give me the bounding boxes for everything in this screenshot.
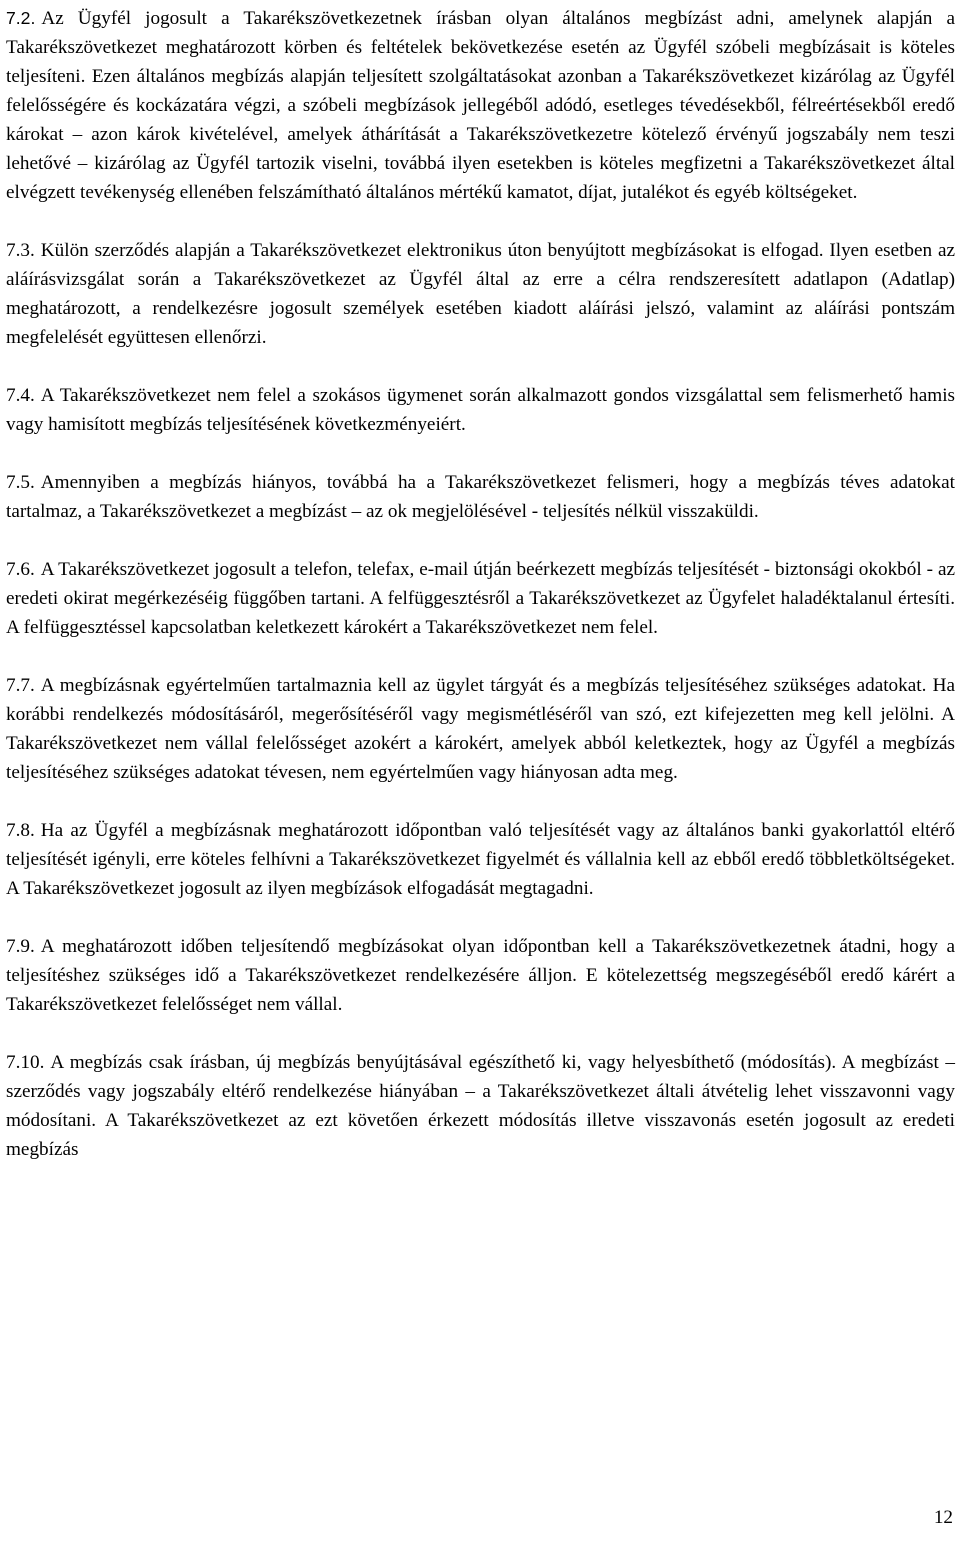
paragraph-number: 7.2. bbox=[6, 8, 36, 28]
paragraph-7-4 bbox=[6, 381, 955, 439]
paragraph-number: 7.8. bbox=[6, 820, 35, 841]
paragraph-number: 7.6. bbox=[6, 559, 35, 580]
paragraph-number: 7.9. bbox=[6, 936, 35, 957]
paragraph-text: Ha az Ügyfél a megbízásnak meghatározott időpontban való teljesítését vagy az általános banki gyakorlattól eltérő teljesítését igényli, erre köteles felhívni a Takarékszövetkezet figyelmét és vállalnia kell az ebből eredő többletköltségeket. A Takarékszövetkezet jogosult az ilyen megbízások elfogadását megtagadni. bbox=[6, 820, 955, 899]
paragraph-number: 7.5. bbox=[6, 472, 35, 493]
paragraph-number: 7.4. bbox=[6, 385, 35, 406]
paragraph-number: 7.7. bbox=[6, 675, 35, 696]
paragraph-7-9 bbox=[6, 932, 955, 1019]
paragraph-text: A Takarékszövetkezet jogosult a telefon, telefax, e-mail útján beérkezett megbízás teljesítését - biztonsági okokból - az eredeti okirat megérkezéséig függőben tartani. A felfüggesztésről a Takarékszövetkezet az Ügyfelet haladéktalanul értesíti. A felfüggesztéssel kapcsolatban keletkezett károkért a Takarékszövetkezet nem felel. bbox=[6, 559, 955, 638]
paragraph-text: A megbízásnak egyértelműen tartalmaznia kell az ügylet tárgyát és a megbízás teljesítéséhez szükséges adatokat. Ha korábbi rendelkezés módosításáról, megerősítéséről vagy megismétléséről van szó, ezt kifejezetten meg kell jelölni. A Takarékszövetkezet nem vállal felelősséget azokért a károkért, amelyek abból keletkeztek, hogy az Ügyfél a megbízás teljesítéséhez szükséges adatokat tévesen, nem egyértelműen vagy hiányosan adta meg. bbox=[6, 675, 955, 783]
paragraph-text: A megbízás csak írásban, új megbízás benyújtásával egészíthető ki, vagy helyesbíthető (módosítás). A megbízást – szerződés vagy jogszabály eltérő rendelkezése hiányában – a Takarékszövetkezet általi átvételig lehet visszavonni vagy módosítani. A Takarékszövetkezet az ezt követően érkezett módosítás illetve visszavonás esetén jogosult az eredeti megbízás bbox=[6, 1052, 955, 1160]
paragraph-text: Az Ügyfél jogosult a Takarékszövetkezetnek írásban olyan általános megbízást adni, amelynek alapján a Takarékszövetkezet meghatározott körben és feltételek bekövetkezése esetén az Ügyfél szóbeli megbízásait is köteles teljesíteni. Ezen általános megbízás alapján teljesített szolgáltatásokat azonban a Takarékszövetkezet kizárólag az Ügyfél felelősségére és kockázatára végzi, a szóbeli megbízások jellegéből adódó, esetleges tévedésekből, félreértésekből eredő károkat – azon károk kivételével, amelyek áthárítását a Takarékszövetkezetre kötelező érvényű jogszabály nem teszi lehetővé – kizárólag az Ügyfél tartozik viselni, továbbá ilyen esetekben is köteles megfizetni a Takarékszövetkezet által elvégzett tevékenység ellenében felszámítható általános mértékű kamatot, díjat, jutalékot és egyéb költségeket. bbox=[6, 8, 955, 203]
paragraph-7-3 bbox=[6, 236, 955, 352]
paragraph-text: Amennyiben a megbízás hiányos, továbbá ha a Takarékszövetkezet felismeri, hogy a megbízás téves adatokat tartalmaz, a Takarékszövetkezet a megbízást – az ok megjelölésével - teljesítés nélkül visszaküldi. bbox=[6, 472, 955, 522]
paragraph-number: 7.10. bbox=[6, 1052, 45, 1073]
paragraph-7-7 bbox=[6, 671, 955, 787]
paragraph-7-6 bbox=[6, 555, 955, 642]
page-number: 12 bbox=[933, 1507, 953, 1528]
paragraph-text: A meghatározott időben teljesítendő megbízásokat olyan időpontban kell a Takarékszövetkezetnek átadni, hogy a teljesítéshez szükséges idő a Takarékszövetkezet rendelkezésére álljon. E kötelezettség megszegéséből eredő kárért a Takarékszövetkezet felelősséget nem vállal. bbox=[6, 936, 955, 1015]
paragraph-text: Külön szerződés alapján a Takarékszövetkezet elektronikus úton benyújtott megbízásokat is elfogad. Ilyen esetben az aláírásvizsgálat során a Takarékszövetkezet az Ügyfél által az erre a célra rendszeresített adatlapon (Adatlap) meghatározott, a rendelkezésre jogosult személyek esetében kiadott aláírási jelszó, valamint az aláírási pontszám megfelelését együttesen ellenőrzi. bbox=[6, 240, 955, 348]
paragraph-number: 7.3. bbox=[6, 240, 35, 261]
paragraph-text: A Takarékszövetkezet nem felel a szokásos ügymenet során alkalmazott gondos vizsgálattal sem felismerhető hamis vagy hamisított megbízás teljesítésének következményeiért. bbox=[6, 385, 955, 435]
paragraph-7-2 bbox=[6, 4, 955, 207]
paragraph-7-10 bbox=[6, 1048, 955, 1164]
document-page bbox=[6, 4, 955, 1193]
paragraph-7-8 bbox=[6, 816, 955, 903]
paragraph-7-5 bbox=[6, 468, 955, 526]
